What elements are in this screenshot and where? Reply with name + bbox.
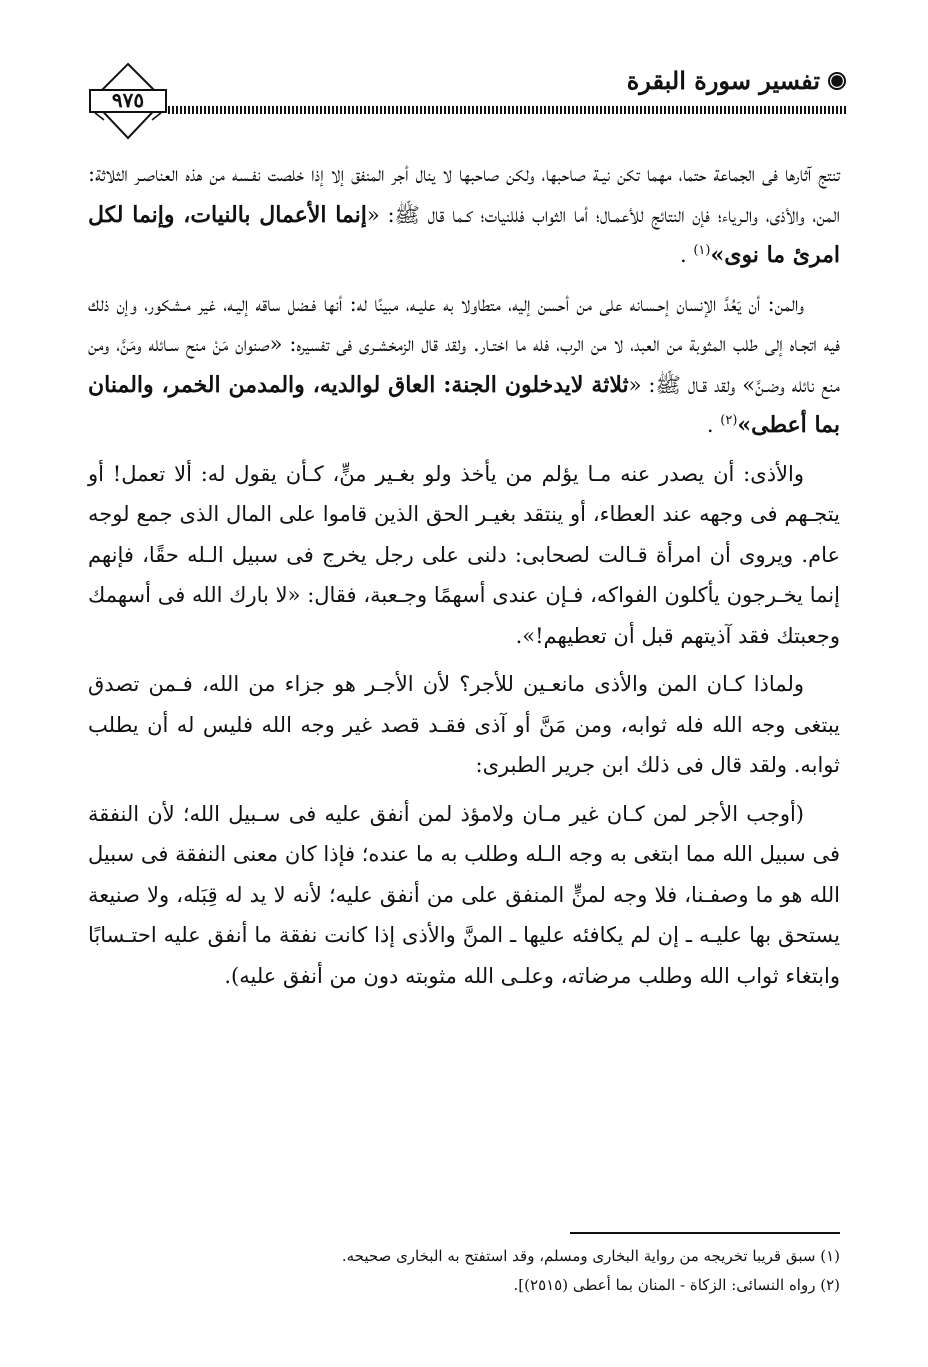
footnote-ref-2: (٢) [720,413,738,428]
paragraph-1-end: . [679,243,694,267]
paragraph-2 [88,284,840,446]
hadith-quote-2: ثلاثة لايدخلون الجنة: العاق لوالديه، والمدمن الخمر، والمنان بما أعطى [88,371,840,438]
paragraph-2-text: والمن: أن يَعُدَّ الإنسان إحـسانه على من أحسن إليه، متطاولا به عليـه، مبينًا له: أنها فـضل ساقه إليـه، غير مـشكور، وإن ذلك فيه اتجـاه إلى طلب المثوبة من العبد، لا من الرب، فله ما اختـار. ولقد قال الزمخشـرى فى تفسيره: «صنوان مَنْ منح سـائله ومَنَّ، ومن منع نائله وضـنَّ» ولقد قـال ﷺ: « [88,291,840,397]
paragraph-4-text: ولماذا كـان المن والأذى مانعـين للأجر؟ لأن الأجـر هو جزاء من الله، فـمن تصدق يبتغى وجه الله فله ثوابه، ومن مَنَّ أو آذى فقـد قصد غير وجه الله فليس له أن يطلب ثوابه. ولقد قال فى ذلك ابن جرير الطبرى: [88,672,840,777]
footnote-rule [570,1232,840,1234]
paragraph-5 [88,794,840,997]
quote-close-2: » [737,412,752,438]
paragraph-1-text: تنتج آثارها فى الجماعة حتما، مهما تكن نيـة صاحبها، ولكن صاحبها لا ينال أجر المنفق إلا إذا خلصت نفـسه من هذه العناصـر الثلاثة: المن، والأذى، والـرياء؛ فإن النتائج للأعمـال؛ أما الثواب فللنيات؛ كـما قال ﷺ: « [88,162,840,227]
paragraph-5-text: (أوجب الأجر لمن كـان غير مـان ولامؤذ لمن أنفق عليه فى سـبيل الله؛ لأن النفقة فى سبيل الله مما ابتغى به وجه الـله وطلب به ما عنده؛ فإذا كان معنى النفقة فى سبيل الله هو ما وصفـنا، فلا وجه لمنٍّ المنفق على من أنفق عليه؛ لأنه لا يد له قِبَله، ولا صنيعة يستحق بها عليـه ـ إن لم يكافئه عليها ـ المنَّ والأذى إذا كانت نفقة ما أنفق عليه احتـسابًا وابتغاء ثواب الله وطلب مرضاته، وعلـى الله مثوبته دون من أنفق عليه). [88,801,840,988]
paragraph-1 [88,154,840,276]
footnotes [88,1232,840,1300]
footnote-ref-1: (١) [693,243,711,258]
quote-close-1: » [710,242,725,268]
paragraph-3 [88,454,840,657]
header-rule [168,106,846,114]
hadith-quote-1: إنما الأعمال بالنيات، وإنما لكل امرئ ما نوى [88,201,840,268]
footnote-1: (١) سبق قريبا تخريجه من رواية البخارى ومسلم، وقد استفتح به البخارى صحيحه. [341,1247,840,1265]
page-number-badge [88,62,168,142]
page-body [88,154,840,1004]
paragraph-4 [88,664,840,786]
paragraph-2-end: . [706,413,721,437]
running-title-text: تفسير سورة البقرة [626,66,820,95]
paragraph-3-text: والأذى: أن يصدر عنه مـا يؤلم من يأخذ ولو بغـير منٍّ، كـأن يقول له: ألا تعمل! أو يتجـهم فى وجهه عند العطاء، أو ينتقد بغيـر الحق الذين قاموا على المال الذى جمع لوجه عام. ويروى أن امرأة قـالت لصحابى: دلنى على رجل يخرج فى سبيل الـله حقًا، فإنهم إنما يخـرجون يأكلون الفواكه، فـإن عندى أسهمًا وجـعبة، فقال: «لا بارك الله فى أسهمك وجعبتك فقد آذيتهم قبل أن تعطيهم!». [88,461,840,648]
footnote-2: (٢) رواه النسائى: الزكاة - المنان بما أعطى (٢٥١٥)]. [513,1276,840,1294]
page-header [88,62,846,142]
running-title [627,66,846,95]
ornament-icon [828,72,846,90]
page-number: ٩٧٥ [111,88,145,112]
